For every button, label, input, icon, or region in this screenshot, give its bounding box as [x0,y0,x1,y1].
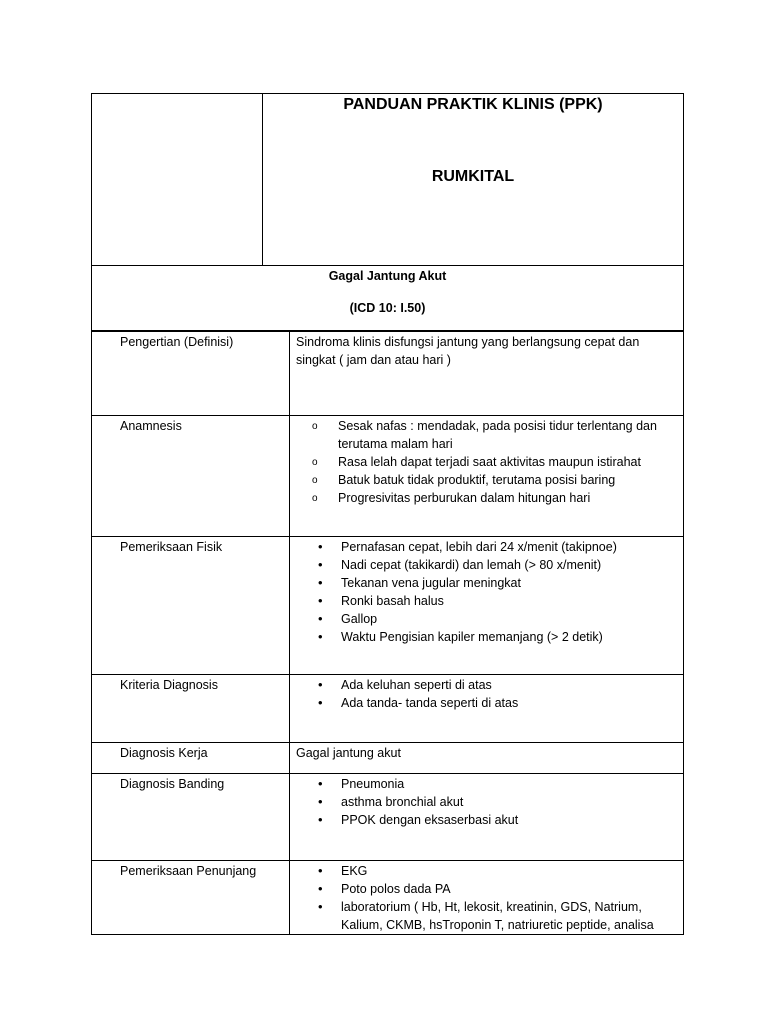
table-row [92,537,684,675]
circle-bullet-icon: o [312,475,318,486]
row-value [290,416,684,537]
dot-bullet-icon: • [318,677,323,692]
dot-bullet-icon: • [318,899,323,914]
row-label: Pemeriksaan Fisik [92,537,290,675]
row-label: Kriteria Diagnosis [92,675,290,743]
subject-title: Gagal Jantung Akut [328,269,447,283]
dot-bullet-icon: • [318,776,323,791]
list-item-text: Gallop [341,612,378,626]
list-item-text: PPOK dengan eksaserbasi akut [341,813,519,827]
row-value [290,675,684,743]
row-value [290,537,684,675]
list-item [296,694,677,712]
list-item [296,471,677,489]
list-item-text: EKG [341,864,368,878]
list-item [296,556,677,574]
table-row [92,675,684,743]
row-label: Pengertian (Definisi) [92,332,290,416]
dot-bullet-icon: • [318,794,323,809]
dot-bullet-icon: • [318,881,323,896]
list-item-text: Ada tanda- tanda seperti di atas [341,696,519,710]
list-item-text: Waktu Pengisian kapiler memanjang (> 2 detik) [341,630,603,644]
list-item-text: Sesak nafas : mendadak, pada posisi tidur terlentang dan terutama malam hari [338,419,657,451]
row-value [290,774,684,861]
document-header [91,93,684,266]
list-item [296,775,677,793]
organization-name: RUMKITAL [431,168,515,185]
list-item [296,592,677,610]
dot-bullet-icon: • [318,539,323,554]
list-item-text: asthma bronchial akut [341,795,464,809]
list-item-text: Tekanan vena jugular meningkat [341,576,521,590]
list-item-text: Progresivitas perburukan dalam hitungan hari [338,491,591,505]
list-item [296,453,677,471]
list-item [296,628,677,646]
dot-bullet-icon: • [318,695,323,710]
table-row [92,774,684,861]
list-item [296,538,677,556]
row-value [290,743,684,774]
list-item-text: laboratorium ( Hb, Ht, lekosit, kreatinin, GDS, Natrium, Kalium, CKMB, hsTroponin T, natriuretic peptide, analisa [341,900,654,932]
table-row [92,332,684,416]
bullet-list [296,417,677,507]
subject-block [91,266,684,331]
list-item-text: Pernafasan cepat, lebih dari 24 x/menit (takipnoe) [341,540,617,554]
row-label: Diagnosis Kerja [92,743,290,774]
row-value [290,861,684,935]
document-title: PANDUAN PRAKTIK KLINIS (PPK) [343,96,603,113]
list-item [296,489,677,507]
circle-bullet-icon: o [312,457,318,468]
dot-bullet-icon: • [318,611,323,626]
list-item-text: Pneumonia [341,777,405,791]
dot-bullet-icon: • [318,575,323,590]
list-item [296,793,677,811]
row-text: Gagal jantung akut [296,746,401,760]
list-item [296,811,677,829]
row-label: Anamnesis [92,416,290,537]
row-value [290,332,684,416]
list-item-text: Nadi cepat (takikardi) dan lemah (> 80 x/menit) [341,558,602,572]
logo-cell [92,94,263,265]
dot-bullet-icon: • [318,629,323,644]
ppk-content-table [91,331,684,935]
dot-bullet-icon: • [318,812,323,827]
row-label: Diagnosis Banding [92,774,290,861]
table-row [92,743,684,774]
list-item-text: Ronki basah halus [341,594,444,608]
bullet-list [296,538,677,646]
bullet-list [296,775,677,829]
list-item [296,676,677,694]
table-row [92,861,684,935]
dot-bullet-icon: • [318,593,323,608]
list-item-text: Rasa lelah dapat terjadi saat aktivitas maupun istirahat [338,455,641,469]
circle-bullet-icon: o [312,421,318,432]
list-item [296,610,677,628]
table-row [92,416,684,537]
row-text: Sindroma klinis disfungsi jantung yang berlangsung cepat dan singkat ( jam dan atau hari ) [296,335,640,367]
bullet-list [296,862,677,934]
row-label: Pemeriksaan Penunjang [92,861,290,935]
bullet-list [296,676,677,712]
list-item [296,880,677,898]
list-item [296,862,677,880]
list-item [296,898,677,934]
list-item-text: Poto polos dada PA [341,882,451,896]
list-item-text: Batuk batuk tidak produktif, terutama posisi baring [338,473,616,487]
list-item [296,417,677,453]
list-item-text: Ada keluhan seperti di atas [341,678,492,692]
circle-bullet-icon: o [312,493,318,504]
dot-bullet-icon: • [318,863,323,878]
dot-bullet-icon: • [318,557,323,572]
list-item [296,574,677,592]
icd-code: (ICD 10: I.50) [349,301,426,315]
